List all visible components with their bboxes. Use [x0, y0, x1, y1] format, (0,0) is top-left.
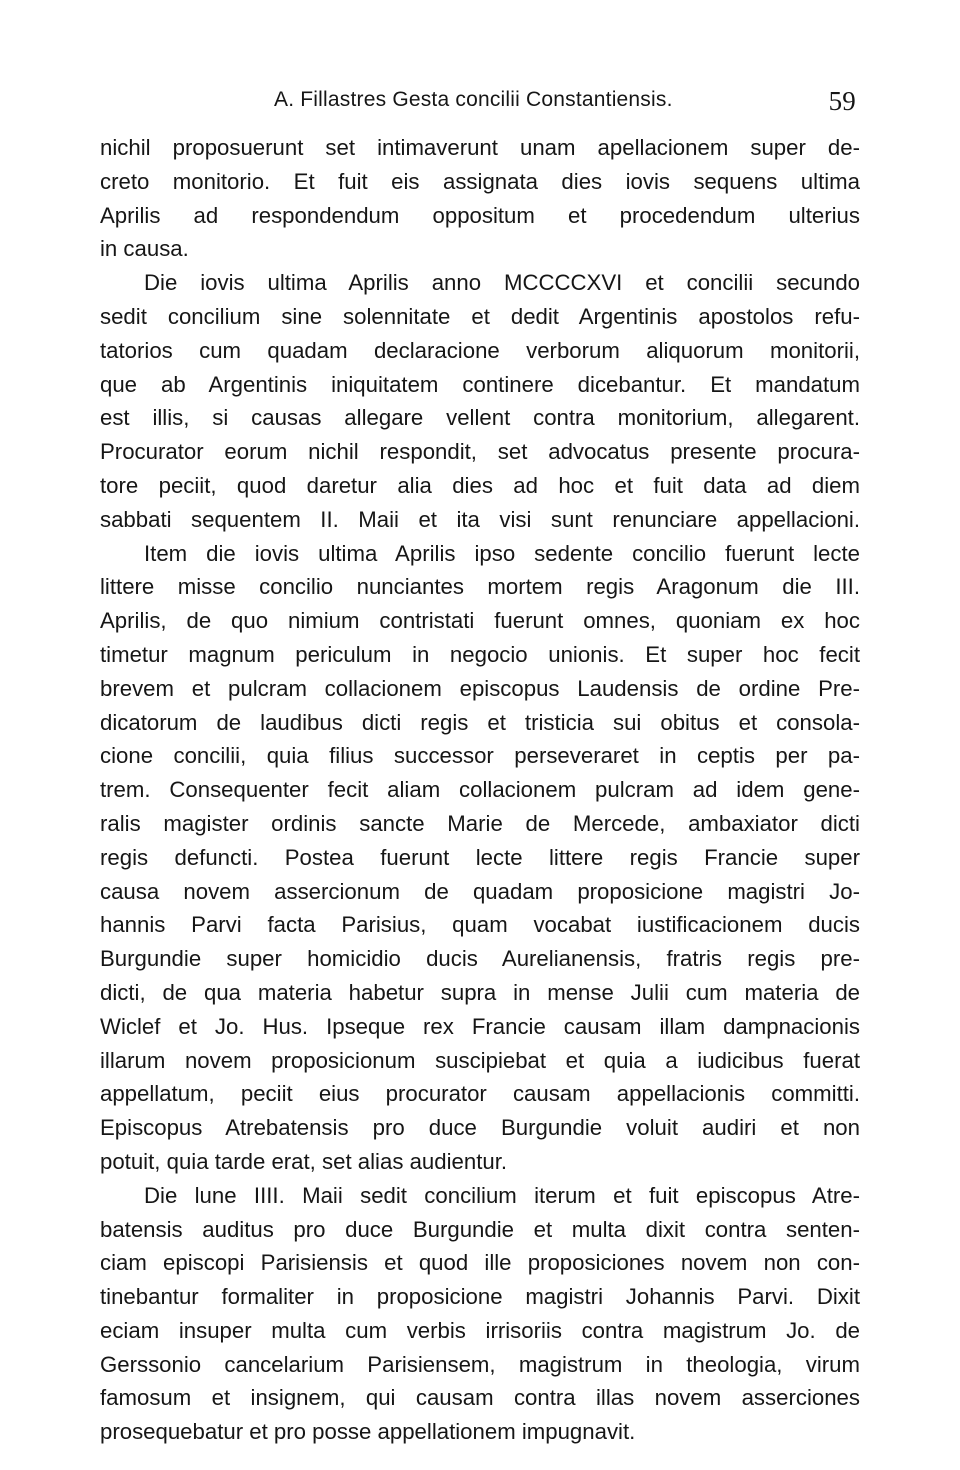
text-line: littere misse concilio nunciantes mortem regis Aragonum die III.: [100, 574, 860, 600]
text-line: brevem et pulcram collacionem episcopus Laudensis de ordine Pre-: [100, 675, 860, 701]
text-line: tatorios cum quadam declaracione verborum aliquorum monitorii,: [100, 337, 860, 363]
text-line: Procurator eorum nichil respondit, set advocatus presente procura-: [100, 439, 860, 465]
paragraph-start-line: Item die iovis ultima Aprilis ipso sedente concilio fuerunt lecte: [144, 540, 860, 566]
running-header: [274, 84, 856, 118]
text-line: prosequebatur et pro posse appellationem impugnavit.: [100, 1419, 636, 1445]
text-line: est illis, si causas allegare vellent contra monitorium, allegarent.: [100, 405, 860, 431]
text-line: Burgundie super homicidio ducis Aurelianensis, fratris regis pre-: [100, 946, 860, 972]
text-line: cione concilii, quia filius successor perseveraret in ceptis per pa-: [100, 743, 860, 769]
text-line: illarum novem proposicionum suscipiebat et quia a iudicibus fuerat: [100, 1047, 860, 1073]
text-line: famosum et insignem, qui causam contra illas novem asserciones: [100, 1385, 860, 1411]
text-line: Episcopus Atrebatensis pro duce Burgundie voluit audiri et non: [100, 1115, 860, 1141]
text-line: hannis Parvi facta Parisius, quam vocabat iustificacionem ducis: [100, 912, 860, 938]
paragraph-start-line: Die iovis ultima Aprilis anno MCCCCXVI et concilii secundo: [144, 270, 860, 296]
text-line: eciam insuper multa cum verbis irrisoriis contra magistrum Jo. de: [100, 1317, 860, 1343]
text-line: causa novem assercionum de quadam proposicione magistri Jo-: [100, 878, 860, 904]
body-text: [100, 131, 860, 1449]
text-line: Aprilis ad respondendum oppositum et procedendum ulterius: [100, 202, 860, 228]
text-line: batensis auditus pro duce Burgundie et multa dixit contra senten-: [100, 1216, 860, 1242]
paragraph-start-line: Die lune IIII. Maii sedit concilium iterum et fuit episcopus Atre-: [144, 1182, 860, 1208]
text-line: sedit concilium sine solennitate et dedit Argentinis apostolos refu-: [100, 303, 860, 329]
text-line: potuit, quia tarde erat, set alias audientur.: [100, 1148, 508, 1174]
page-number: 59: [828, 86, 856, 116]
text-line: timetur magnum periculum in negocio unionis. Et super hoc fecit: [100, 641, 860, 667]
text-line: dicatorum de laudibus dicti regis et tristicia sui obitus et consola-: [100, 709, 860, 735]
text-line: Aprilis, de quo nimium contristati fuerunt omnes, quoniam ex hoc: [100, 608, 860, 634]
text-line: dicti, de qua materia habetur supra in mense Julii cum materia de: [100, 979, 860, 1005]
text-line: tinebantur formaliter in proposicione magistri Johannis Parvi. Dixit: [100, 1284, 860, 1310]
text-line: trem. Consequenter fecit aliam collacionem pulcram ad idem gene-: [100, 777, 860, 803]
text-line: tore peciit, quod daretur alia dies ad hoc et fuit data ad diem: [100, 472, 860, 498]
text-line: Gerssonio cancelarium Parisiensem, magistrum in theologia, virum: [100, 1351, 860, 1377]
text-line: sabbati sequentem II. Maii et ita visi sunt renunciare appellacioni.: [100, 506, 860, 532]
text-line: appellatum, peciit eius procurator causam appellacionis committi.: [100, 1081, 860, 1107]
text-line: in causa.: [100, 236, 189, 262]
text-line: regis defuncti. Postea fuerunt lecte littere regis Francie super: [100, 844, 860, 870]
text-line: ralis magister ordinis sancte Marie de Mercede, ambaxiator dicti: [100, 810, 860, 836]
text-line: que ab Argentinis iniquitatem continere dicebantur. Et mandatum: [100, 371, 860, 397]
text-line: Wiclef et Jo. Hus. Ipseque rex Francie causam illam dampnacionis: [100, 1013, 860, 1039]
text-line: nichil proposuerunt set intimaverunt unam apellacionem super de-: [100, 135, 860, 160]
text-line: ciam episcopi Parisiensis et quod ille proposiciones novem non con-: [100, 1250, 860, 1276]
running-title: A. Fillastres Gesta concilii Constantiensis.: [274, 88, 673, 111]
text-line: creto monitorio. Et fuit eis assignata dies iovis sequens ultima: [100, 168, 860, 194]
